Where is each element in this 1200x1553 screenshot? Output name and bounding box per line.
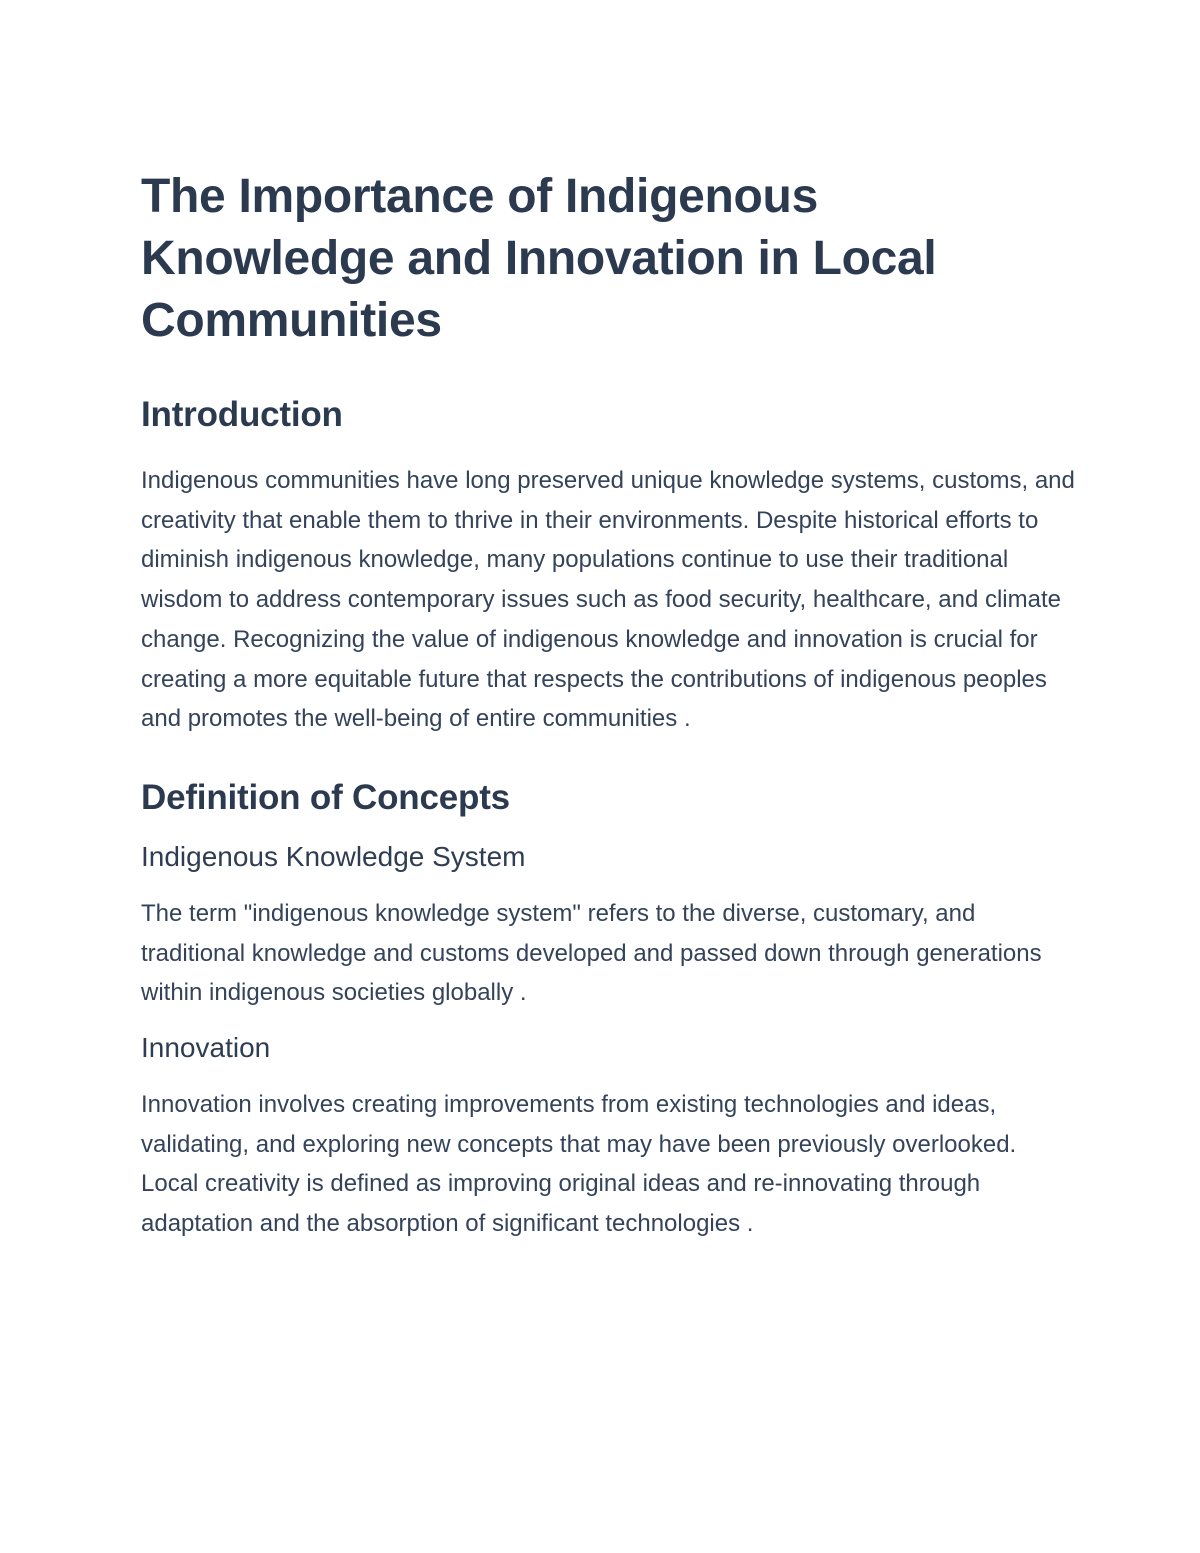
innovation-subheading: Innovation bbox=[141, 1032, 271, 1064]
indigenous-knowledge-system-subheading: Indigenous Knowledge System bbox=[141, 840, 526, 872]
document-title: The Importance of Indigenous Knowledge and Innovation in Local Communities bbox=[141, 170, 937, 347]
introduction-heading: Introduction bbox=[141, 395, 343, 434]
innovation-paragraph: Innovation involves creating improvements from existing technologies and ideas, validating, and exploring new concepts that may have been previously overlooked. Local creativity is defined as improving original ideas and re-innovating through adaptation and the absorption of significant technologies . bbox=[141, 1091, 1017, 1238]
indigenous-knowledge-system-paragraph: The term "indigenous knowledge system" refers to the diverse, customary, and traditional knowledge and customs developed and passed down through generations within indigenous societies globally . bbox=[141, 899, 1042, 1007]
introduction-paragraph: Indigenous communities have long preserved unique knowledge systems, customs, and creativity that enable them to thrive in their environments. Despite historical efforts to diminish indigenous knowledge, many populations continue to use their traditional wisdom to address contemporary issues such as food security, healthcare, and climate change. Recognizing the value of indigenous knowledge and innovation is crucial for creating a more equitable future that respects the contributions of indigenous peoples and promotes the well-being of entire communities . bbox=[141, 467, 1075, 733]
document-page bbox=[141, 166, 1076, 1244]
definition-of-concepts-heading: Definition of Concepts bbox=[141, 777, 510, 817]
